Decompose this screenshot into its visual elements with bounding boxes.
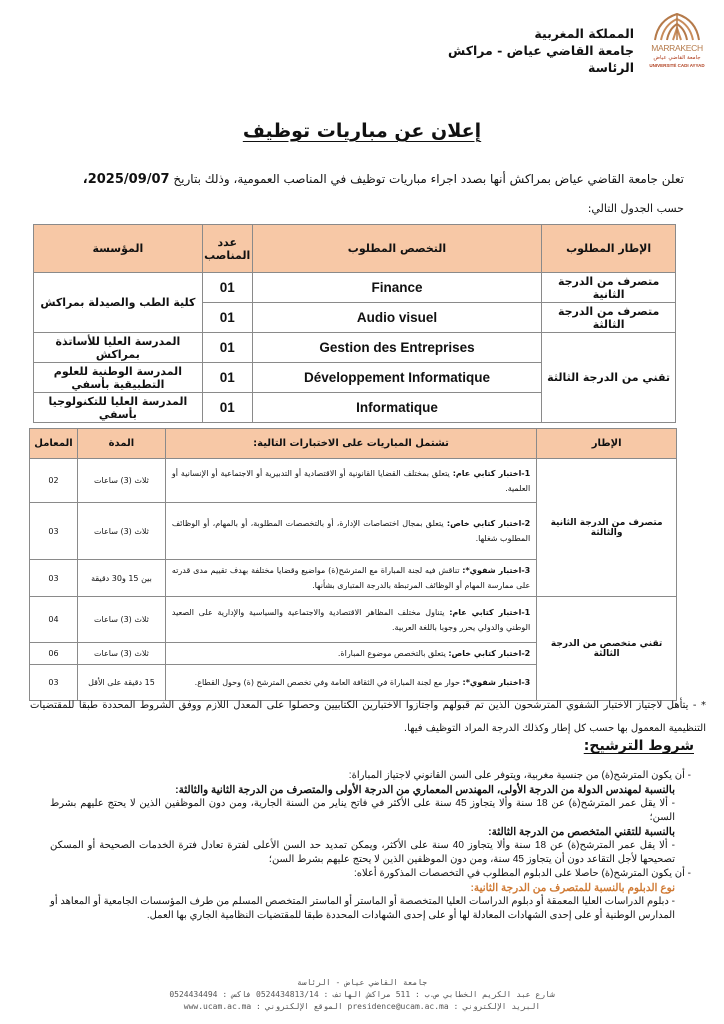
intro-line2: حسب الجدول التالي: [587,202,684,215]
header-duration: المدة [78,429,166,459]
footer-line1: جامعة القاضي عياض - الرئاسة [296,978,428,987]
header-text [448,25,634,76]
coefficient-cell: 03 [30,503,78,560]
condition-diploma: - أن يكون المترشح(ة) حاصلا على الدبلوم المطلوب في التخصصات المذكورة أعلاه: [353,868,691,879]
duration-cell: ثلاث (3) ساعات [78,503,166,560]
table-row [30,459,677,503]
page-title: إعلان عن مباريات توظيف [242,120,482,142]
presidency-name: الرئاسة [587,60,634,75]
duration-cell: بين 15 و30 دقيقة [78,560,166,597]
exam-label: 3-اختبار شفوي*: [462,566,531,575]
exam-text: يتعلق بالتخصص موضوع المباراة. [337,649,449,658]
frame-cell: متصرف من الدرجة الثانية والثالثة [537,459,677,597]
exam-label: 1-اختبار كتابي عام: [452,468,531,478]
duration-cell: 15 دقيقة على الأقل [78,665,166,701]
coefficient-cell: 03 [30,560,78,597]
exam-label: 2-اختبار كتابي خاص: [448,649,531,658]
count-cell: 01 [202,393,252,423]
exam-label: 2-اختبار كتابي خاص: [446,519,531,528]
header-count: عدد المناصب [202,225,252,273]
coefficient-cell: 06 [30,643,78,665]
footer-line2: شارع عبد الكريم الخطابي ص.ب : 511 مراكش الهاتف : 0524434813/14 فاكس : 0524434494 [169,990,555,999]
institution-cell: المدرسة العليا للتكنولوجيا بأسفي [34,393,203,423]
header-frame: الإطار [537,429,677,459]
logo-latin-name: UNIVERSITÉ CADI AYYAD [649,63,705,68]
exam-description [165,459,536,503]
condition-age-technician: - ألا يقل عمر المترشح(ة) عن 18 سنة وألا يتجاوز 40 سنة على الأكثر، ويمكن تمديد حد السن الأعلى لفترة تعادل فترة الخدمات الصحيحة أو المسكن تصحيحها لأجل التقاعد دون أن يتجاوز 45 سنة، ومن دون الموظفين الذين لا يحتج عليهم بشرط السن؛ [50,840,675,865]
header-specialty: التخصص المطلوب [252,225,542,273]
institution-cell: المدرسة العليا للأساتذة بمراكش [34,333,203,363]
diploma-type-title: نوع الدبلوم بالنسبة للمتصرف من الدرجة الثانية: [470,882,675,894]
exam-text: يتناول مختلف المظاهر الاقتصادية والاجتماعية والسياسية والإدارية على الصعيد الوطني والدولي يحرر وجوبا باللغة العربية. [171,607,531,632]
exam-label: 3-اختبار شفوي*: [462,678,531,687]
positions-header-row [34,225,676,273]
kingdom-name: المملكة المغربية [534,26,634,41]
exam-description [165,503,536,560]
logo-arabic-name: جامعة القاضي عياض [653,55,701,61]
logo-brand: MARRAKECH [651,43,703,53]
conditions-body [50,769,691,923]
duration-cell: ثلاث (3) ساعات [78,459,166,503]
exam-text: يتعلق بمجال اختصاصات الإدارة، أو بالتخصصات المطلوبة، أو بالمهام، أو الوظائف المطلوب شغلها. [171,519,531,543]
specialty-cell: Informatique [252,393,542,423]
frame-cell: تقني من الدرجة الثالثة [542,333,676,423]
condition-age-engineers: - ألا يقل عمر المترشح(ة) عن 18 سنة وألا يتجاوز 45 سنة على الأكثر في فاتح يناير من السنة الجارية، ومن دون الموظفين الذين لا يحتج عليهم بشرط السن؛ [50,798,675,823]
table-row [30,597,677,643]
university-logo [646,10,708,72]
intro-date: 2025/09/07، [82,172,170,187]
coefficient-cell: 02 [30,459,78,503]
exams-table [29,428,677,701]
intro-body: تعلن جامعة القاضي عياض بمراكش أنها بصدد اجراء مباريات توظيف في المناصب العمومية، وذلك بتاريخ [173,172,684,186]
specialty-cell: Finance [252,273,542,303]
institution-cell: المدرسة الوطنية للعلوم التطبيقية بأسفي [34,363,203,393]
coefficient-cell: 03 [30,665,78,701]
exam-text: حوار مع لجنة المباراة في الثقافة العامة وفي تخصص المترشح (ة) وحول القطاع. [194,678,463,687]
institution-cell: كلية الطب والصيدلة بمراكش [34,273,203,333]
specialty-cell: Développement Informatique [252,363,542,393]
header-frame: الإطار المطلوب [542,225,676,273]
university-name: جامعة القاضي عياض - مراكش [448,43,634,58]
page-footer [0,977,724,1013]
frame-cell: متصرف من الدرجة الثانية [542,273,676,303]
exam-text: تناقش فيه لجنة المباراة مع المترشح(ة) مواضيع وقضايا مختلفة بهدف تقييم مدى قدرته على ممارسة المهام أو الوظائف المرتبطة بالدرجة المتبارى بشأنها. [171,566,531,590]
diploma-type-text: - دبلوم الدراسات العليا المعمقة أو دبلوم الدراسات العليا المتخصصة أو الماستر أو الماستر المتخصص المسلم من طرف المؤسسات الجامعية أو المعاهد أو المدارس الوطنية أو على إحدى الشهادات المعادلة لها أو على إحدى الشهادات المحددة طبقا للمقتضيات النظامية الجاري بها العمل. [50,896,675,921]
intro-text [83,172,684,187]
duration-cell: ثلاث (3) ساعات [78,597,166,643]
specialty-cell: Gestion des Entreprises [252,333,542,363]
frame-cell: متصرف من الدرجة الثالثة [542,303,676,333]
exam-description [165,560,536,597]
specialty-cell: Audio visuel [252,303,542,333]
exam-label: 1-اختبار كتابي عام: [449,607,531,617]
count-cell: 01 [202,363,252,393]
positions-table [33,224,676,423]
university-crown-logo-icon [652,10,702,42]
condition-nationality: - أن يكون المترشح(ة) من جنسية مغربية، ويتوفر على السن القانوني لاجتياز المباراة: [348,770,691,781]
exams-header-row [30,429,677,459]
table-row [34,273,676,303]
count-cell: 01 [202,333,252,363]
frame-cell: تقني متخصص من الدرجة الثالثة [537,597,677,701]
table-row [34,333,676,363]
header-institution: المؤسسة [34,225,203,273]
exam-text: يتعلق بمختلف القضايا القانونية أو الاقتصادية أو التدبيرية أو الاجتماعية أو الإنسانية أو العلمية. [171,468,531,493]
condition-subtitle-engineers: بالنسبة لمهندس الدولة من الدرجة الأولى، المهندس المعماري من الدرجة الأولى والمتصرف من الدرجة الثانية والثالثة: [175,784,675,796]
footer-line3: البريد الإلكتروني : presidence@ucam.ac.ma الموقع الإلكتروني : www.ucam.ac.ma [183,1002,541,1011]
duration-cell: ثلاث (3) ساعات [78,643,166,665]
count-cell: 01 [202,303,252,333]
header-coefficient: المعامل [30,429,78,459]
oral-exam-note: * - يتأهل لاجتياز الاختبار الشفوي المترشحون الذين تم قبولهم واجتازوا الاختبارين الكتابيين وحصلوا على المعدل اللازم ووفق الشروط المحددة طبقا للمقتضيات التنظيمية المعمول بها حسب كل إطار وكذلك الدرجة المراد التوظيف فيها. [30,700,706,734]
condition-subtitle-technician: بالنسبة للتقني المتخصص من الدرجة الثالثة: [488,826,675,838]
coefficient-cell: 04 [30,597,78,643]
conditions-title: شروط الترشيح: [583,738,694,754]
header-exams: تشتمل المباريات على الاختبارات التالية: [165,429,536,459]
count-cell: 01 [202,273,252,303]
exam-description [165,597,536,643]
exam-description [165,643,536,665]
